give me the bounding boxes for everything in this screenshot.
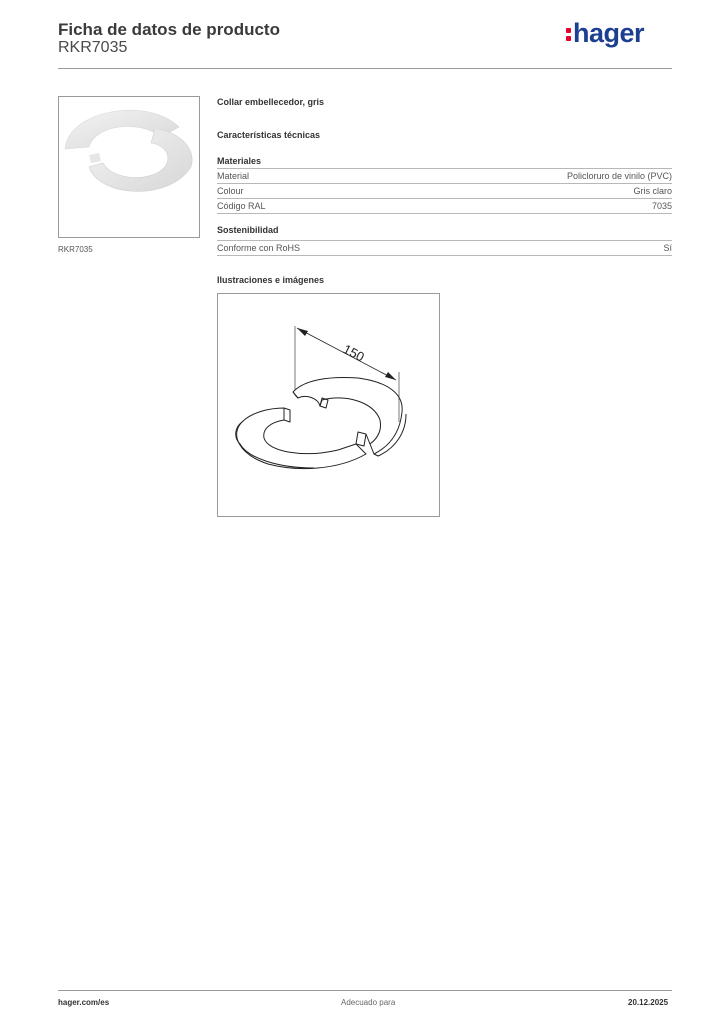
logo-dots-icon [566,25,571,44]
footer-suitable-for: Adecuado para [341,998,396,1007]
row-label: Conforme con RoHS [217,243,301,253]
product-photo [58,96,200,238]
table-row [217,198,672,214]
page-title: Ficha de datos de producto [58,20,280,39]
logo-text: hager [573,18,645,48]
row-value: Sí [663,243,672,253]
dimension-label: 150 [340,341,367,365]
technical-title: Características técnicas [217,130,321,140]
photo-caption: RKR7035 [58,245,93,254]
hager-logo [566,18,644,49]
row-label: Colour [217,186,244,196]
row-label: Material [217,171,250,181]
collar-drawing [218,294,439,516]
product-description: Collar embellecedor, gris [217,97,325,107]
materials-title: Materiales [217,156,262,166]
footer-date: 20.12.2025 [628,998,669,1007]
product-reference: RKR7035 [58,39,128,56]
table-row [217,240,672,256]
row-value: Policloruro de vinilo (PVC) [566,171,672,181]
sustainability-title: Sostenibilidad [217,225,279,235]
table-row [217,168,672,183]
header-divider [58,68,672,69]
table-row [217,183,672,198]
row-label: Código RAL [217,201,266,211]
row-value: 7035 [651,201,672,211]
technical-drawing [217,293,440,517]
illustrations-title: Ilustraciones e imágenes [217,275,325,285]
collar-photo-image [59,97,199,237]
row-value: Gris claro [633,186,672,196]
footer-site-link[interactable]: hager.com/es [58,998,110,1007]
footer-divider [58,990,672,991]
